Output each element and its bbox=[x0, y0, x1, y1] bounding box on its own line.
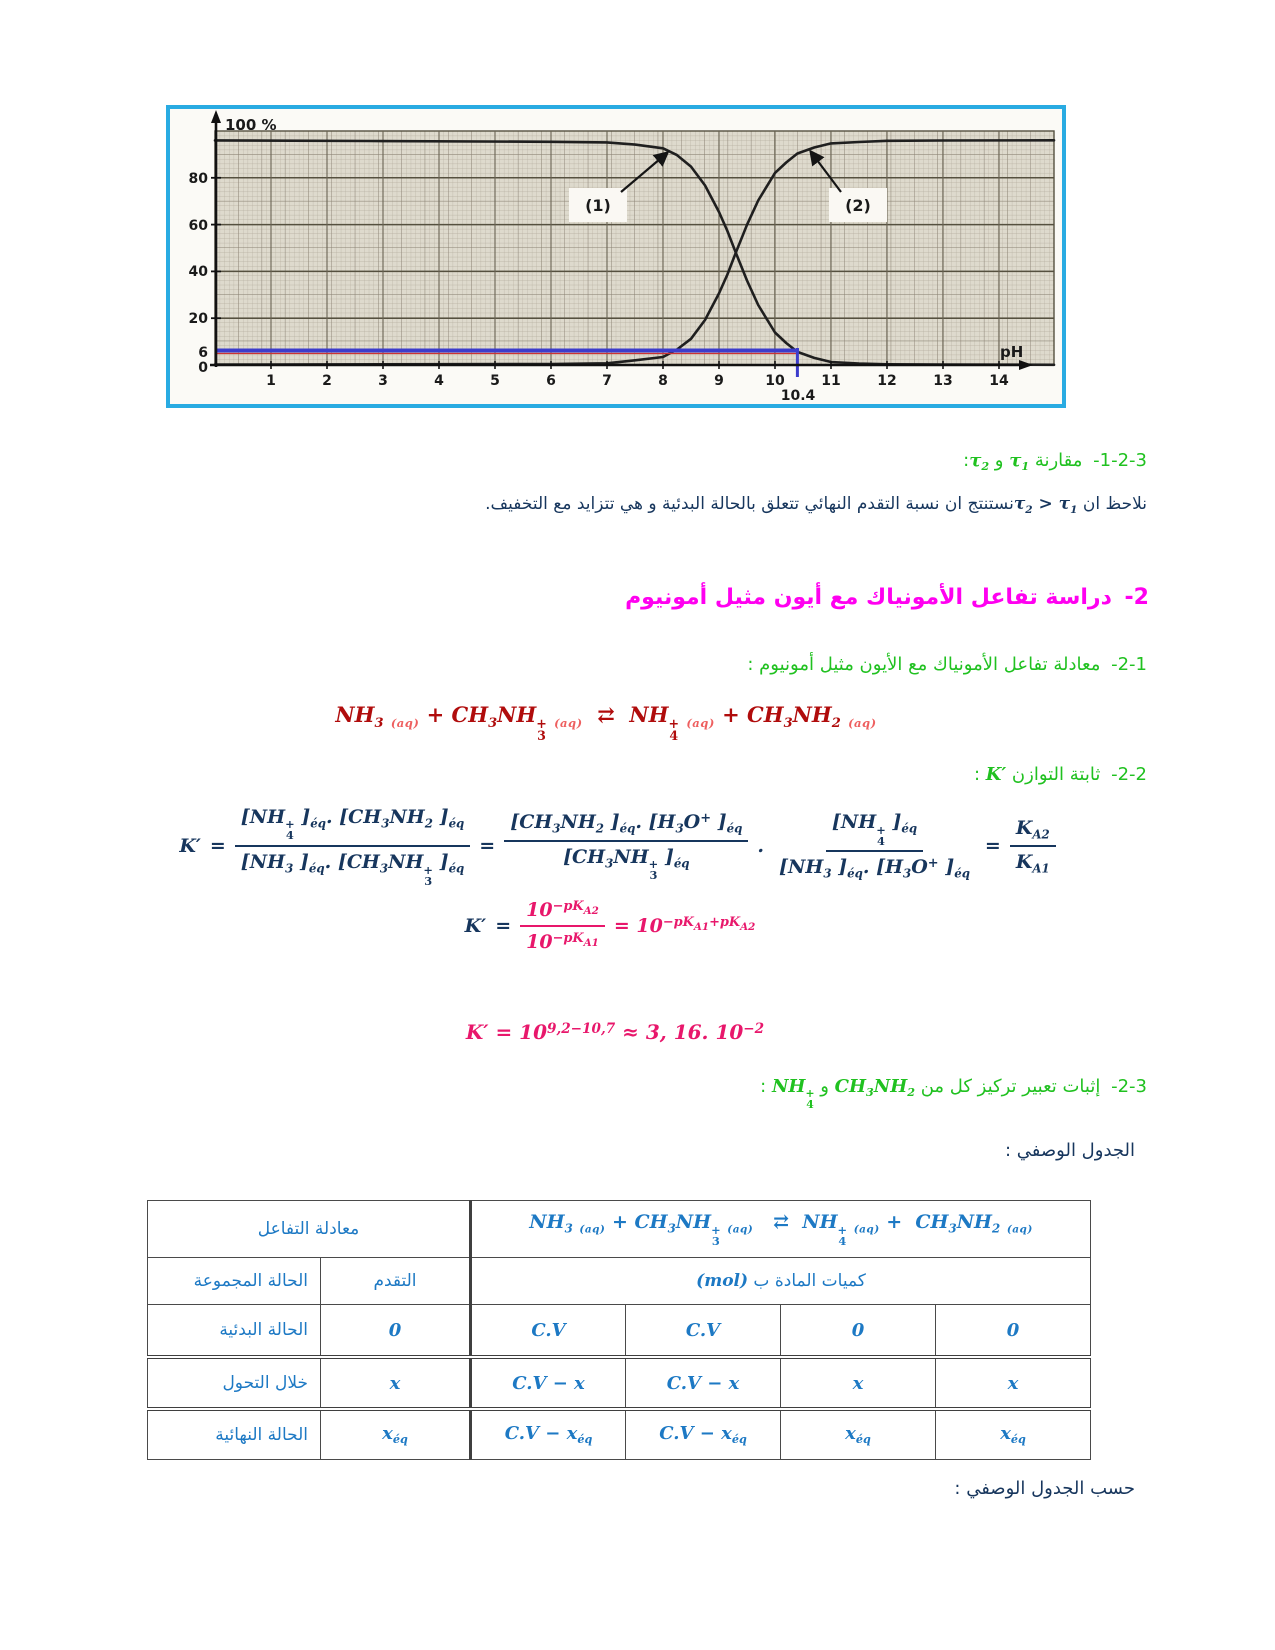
y-tick: 60 bbox=[188, 218, 208, 234]
fraction-1 bbox=[235, 806, 471, 887]
section-title: مقارنة $\tau_1$ و $\tau_2$: bbox=[963, 450, 1083, 474]
y-tick-six: 6 bbox=[198, 345, 208, 361]
fraction-3-denominator: [$NH_3$ ]$_{éq}$. [$H_3O^+$ ]$_{éq}$ bbox=[779, 856, 970, 881]
progress-cell: $x_{éq}$ bbox=[321, 1409, 471, 1460]
x-tick: 9 bbox=[714, 373, 724, 389]
k-prime-symbol: K′ bbox=[464, 915, 487, 937]
amount-cell: $C.V - x_{éq}$ bbox=[471, 1409, 626, 1460]
row-label-cell: خلال التحول bbox=[148, 1357, 321, 1409]
progress-cell: 0 bbox=[321, 1305, 471, 1358]
table-row bbox=[148, 1409, 1091, 1460]
x-tick: 1 bbox=[266, 373, 276, 389]
section-title: ثابتة التوازن K′ : bbox=[974, 764, 1101, 785]
amount-cell: C.V − x bbox=[471, 1357, 626, 1409]
fraction-2-denominator: [$CH_3NH$ + 3 ]$_{éq}$ bbox=[563, 845, 690, 883]
k-prime-equation bbox=[170, 800, 1065, 892]
fraction-4 bbox=[1010, 817, 1056, 876]
table-row bbox=[148, 1357, 1091, 1409]
reaction-label-cell: معادلة التفاعل bbox=[148, 1201, 471, 1258]
progress-header-cell: التقدم bbox=[321, 1258, 471, 1305]
fraction-2 bbox=[504, 811, 748, 881]
table-row bbox=[148, 1201, 1091, 1258]
amount-cell: 0 bbox=[781, 1305, 936, 1358]
ph-annotation: 10.4 bbox=[780, 388, 816, 404]
row-label-cell: الحالة البدئية bbox=[148, 1305, 321, 1358]
section-number: -2-1 bbox=[1111, 654, 1147, 675]
k-prime-value-text: $K' = 10^{9,2-10,7} \approx 3$, 16. $10^{-2}$ bbox=[465, 1020, 765, 1044]
x-tick: 8 bbox=[658, 373, 668, 389]
equals-sign: = bbox=[495, 915, 512, 937]
equals-sign: = bbox=[209, 835, 226, 857]
x-tick: 7 bbox=[602, 373, 612, 389]
section-number: -2 bbox=[1124, 585, 1149, 610]
amount-cell: 0 bbox=[936, 1305, 1091, 1358]
amount-cell: $x_{éq}$ bbox=[781, 1409, 936, 1460]
section-number: -2-3 bbox=[1111, 1076, 1147, 1097]
x-tick: 3 bbox=[378, 373, 388, 389]
section-number: -2-2 bbox=[1111, 764, 1147, 785]
y-axis-max-label: 100 % bbox=[225, 116, 277, 134]
curve-1-label-text: (1) bbox=[585, 196, 611, 215]
table-equation-cell: $NH_3$ $_{(aq)} + CH_3NH$ + 3 $_{(aq)}$ ⇄ NH + 4 $_{(aq)} + CH_3NH_2$ $_{(aq)}$ bbox=[471, 1201, 1091, 1258]
y-tick: 20 bbox=[188, 311, 208, 327]
k-prime-symbol: K′ bbox=[179, 835, 201, 857]
table-row bbox=[148, 1305, 1091, 1358]
x-tick: 6 bbox=[546, 373, 556, 389]
fraction-3 bbox=[773, 811, 976, 881]
conclusion-text: نلاحظ ان $\tau_2$ > $\tau_1نستنتج$ ان نسبة التقدم النهائي تتعلق بالحالة البدئية و هي تتزايد مع التخفيف. bbox=[485, 494, 1147, 516]
k-prime-value-equation bbox=[420, 1020, 810, 1044]
multiplication-dot: . bbox=[757, 835, 765, 857]
row-label-cell: الحالة النهائية bbox=[148, 1409, 321, 1460]
x-tick: 14 bbox=[989, 373, 1009, 389]
section-number: -1-2-3 bbox=[1093, 450, 1147, 471]
section-heading-constant bbox=[974, 764, 1147, 785]
descriptive-table bbox=[147, 1200, 1091, 1460]
x-tick: 4 bbox=[434, 373, 444, 389]
amount-cell: C.V bbox=[471, 1305, 626, 1358]
pk-fraction-numerator: $10^{-pK_{A2}}$ bbox=[520, 899, 605, 927]
fraction-2-numerator: [$CH_3NH_2$ ]$_{éq}$. [$H_3O^+$ ]$_{éq}$ bbox=[504, 811, 748, 841]
amount-cell: $x_{éq}$ bbox=[936, 1409, 1091, 1460]
section-heading-equation bbox=[747, 654, 1147, 675]
amount-cell: $C.V - x_{éq}$ bbox=[626, 1409, 781, 1460]
reaction-equation bbox=[256, 702, 956, 742]
amount-cell: C.V − x bbox=[626, 1357, 781, 1409]
pk-result: = $10^{-pK_{A1}+pK_{A2}}$ bbox=[613, 915, 756, 937]
progress-cell: x bbox=[321, 1357, 471, 1409]
x-tick: 13 bbox=[933, 373, 953, 389]
state-header-cell: الحالة المجموعة bbox=[148, 1258, 321, 1305]
x-tick: 5 bbox=[490, 373, 500, 389]
section-title: دراسة تفاعل الأمونياك مع أيون مثيل أمونيوم bbox=[625, 585, 1112, 610]
equals-sign: = bbox=[479, 835, 496, 857]
table-outro-text: حسب الجدول الوصفي : bbox=[954, 1478, 1135, 1499]
section-heading-compare-tau bbox=[963, 450, 1147, 473]
y-tick-zero: 0 bbox=[198, 360, 208, 376]
fraction-3-numerator: [NH + 4 ]$_{éq}$ bbox=[826, 811, 923, 852]
fraction-4-denominator: $K_{A1}$ bbox=[1015, 851, 1050, 876]
pk-fraction-denominator: $10^{-pK_{A1}}$ bbox=[526, 931, 599, 953]
equals-sign: = bbox=[984, 835, 1001, 857]
fraction-4-numerator: $K_{A2}$ bbox=[1010, 817, 1056, 847]
table-outro-label bbox=[954, 1478, 1135, 1499]
reaction-equation-text: $NH_3$ $_{(aq)} + CH_3NH$ + 3 $_{(aq)}$ ⇄ NH + 4 $_{(aq)} + CH_3NH_2$ $_{(aq)}$ bbox=[335, 702, 877, 744]
fraction-1-denominator: [$NH_3$ ]$_{éq}$. [$CH_3NH$ + 3 ]$_{éq}$ bbox=[240, 851, 465, 888]
amounts-header-cell: كميات المادة ب (mol) bbox=[471, 1258, 1091, 1305]
amount-cell: C.V bbox=[626, 1305, 781, 1358]
pk-fraction bbox=[520, 899, 605, 953]
section-heading-study bbox=[625, 585, 1149, 610]
curve-2-label-text: (2) bbox=[845, 196, 871, 215]
section-title: معادلة تفاعل الأمونياك مع الأيون مثيل أمونيوم : bbox=[747, 654, 1101, 675]
table-intro-text: الجدول الوصفي : bbox=[1004, 1140, 1135, 1161]
table-row bbox=[148, 1258, 1091, 1305]
k-prime-pk-equation bbox=[400, 888, 820, 964]
y-tick: 80 bbox=[188, 171, 208, 187]
x-tick: 10 bbox=[765, 373, 785, 389]
x-tick: 11 bbox=[821, 373, 841, 389]
x-axis-label: pH bbox=[1000, 343, 1024, 361]
section-heading-proof bbox=[760, 1076, 1147, 1110]
table-intro-label bbox=[1005, 1140, 1135, 1161]
y-tick: 40 bbox=[188, 264, 208, 280]
section-title: إثبات تعبير تركيز كل من $CH_3NH_2$ و NH + 4 : bbox=[760, 1076, 1101, 1111]
conclusion-paragraph bbox=[485, 494, 1147, 516]
grid bbox=[215, 131, 1054, 365]
amount-cell: x bbox=[781, 1357, 936, 1409]
amount-cell: x bbox=[936, 1357, 1091, 1409]
x-tick: 12 bbox=[877, 373, 897, 389]
x-tick: 2 bbox=[322, 373, 332, 389]
graph-canvas bbox=[170, 109, 1062, 404]
fraction-1-numerator: [NH + 4 ]$_{éq}$. [$CH_3NH_2$ ]$_{éq}$ bbox=[235, 806, 471, 847]
ph-distribution-graph bbox=[166, 105, 1066, 408]
